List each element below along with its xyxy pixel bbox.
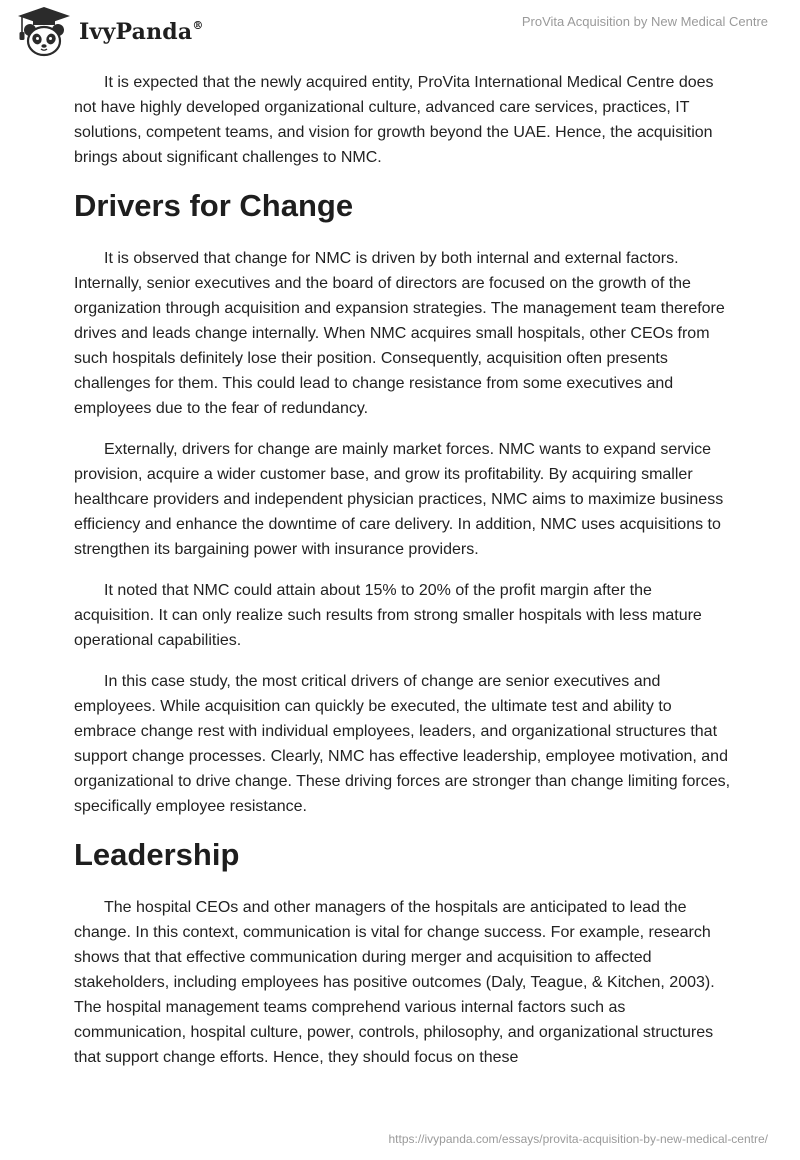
page-header: [0, 0, 800, 62]
paragraph: Externally, drivers for change are mainly market forces. NMC wants to expand service provision, acquire a wider customer base, and grow its profitability. By acquiring smaller healthcare providers and independent physician practices, NMC aims to maximize business efficiency and enhance the downtime of care delivery. In addition, NMC uses acquisitions to strengthen its bargaining power with insurance providers.: [74, 441, 724, 558]
brand-name: [79, 19, 204, 45]
section-heading-leadership: Leadership: [74, 837, 240, 872]
registered-mark: ®: [192, 18, 204, 32]
source-url-link[interactable]: https://ivypanda.com/essays/provita-acquisition-by-new-medical-centre/: [388, 1132, 768, 1146]
brand-text: IvyPanda: [79, 19, 193, 45]
essay-content: [74, 70, 734, 1086]
section-heading-drivers-for-change: Drivers for Change: [74, 188, 354, 223]
paragraph: In this case study, the most critical drivers of change are senior executives and employees. While acquisition can quickly be executed, the ultimate test and ability to embrace change rest with individual employees, leaders, and organizational structures that support change processes. Clearly, NMC has effective leadership, employee motivation, and organizational to drive change. These driving forces are stronger than change limiting forces, specifically employee resistance.: [74, 673, 731, 815]
paragraph: The hospital CEOs and other managers of the hospitals are anticipated to lead the change. In this context, communication is vital for change success. For example, research shows that that effective communication during merger and acquisition to affected stakeholders, including employees has positive outcomes (Daly, Teague, & Kitchen, 2003). The hospital management teams comprehend various internal factors such as communication, hospital culture, power, controls, philosophy, and organizational structures that support change efforts. Hence, they should focus on these: [74, 899, 715, 1066]
document-title: ProVita Acquisition by New Medical Centre: [521, 14, 768, 29]
paragraph: It is observed that change for NMC is driven by both internal and external factors. Internally, senior executives and the board of directors are focused on the growth of the organization through acquisition and expansion strategies. The management team therefore drives and leads change internally. When NMC acquires small hospitals, other CEOs from such hospitals definitely lose their position. Consequently, acquisition often presents challenges for them. This could lead to change resistance from some executives and employees due to the fear of redundancy.: [74, 250, 725, 417]
intro-paragraph: It is expected that the newly acquired entity, ProVita International Medical Centre does not have highly developed organizational culture, advanced care services, practices, IT solutions, competent teams, and vision for growth beyond the UAE. Hence, the acquisition brings about significant challenges to NMC.: [74, 74, 714, 166]
panda-graduate-icon: [14, 6, 74, 58]
ivypanda-logo[interactable]: [14, 6, 204, 58]
paragraph: It noted that NMC could attain about 15% to 20% of the profit margin after the acquisition. It can only realize such results from strong smaller hospitals with less mature operational capabilities.: [74, 582, 702, 649]
